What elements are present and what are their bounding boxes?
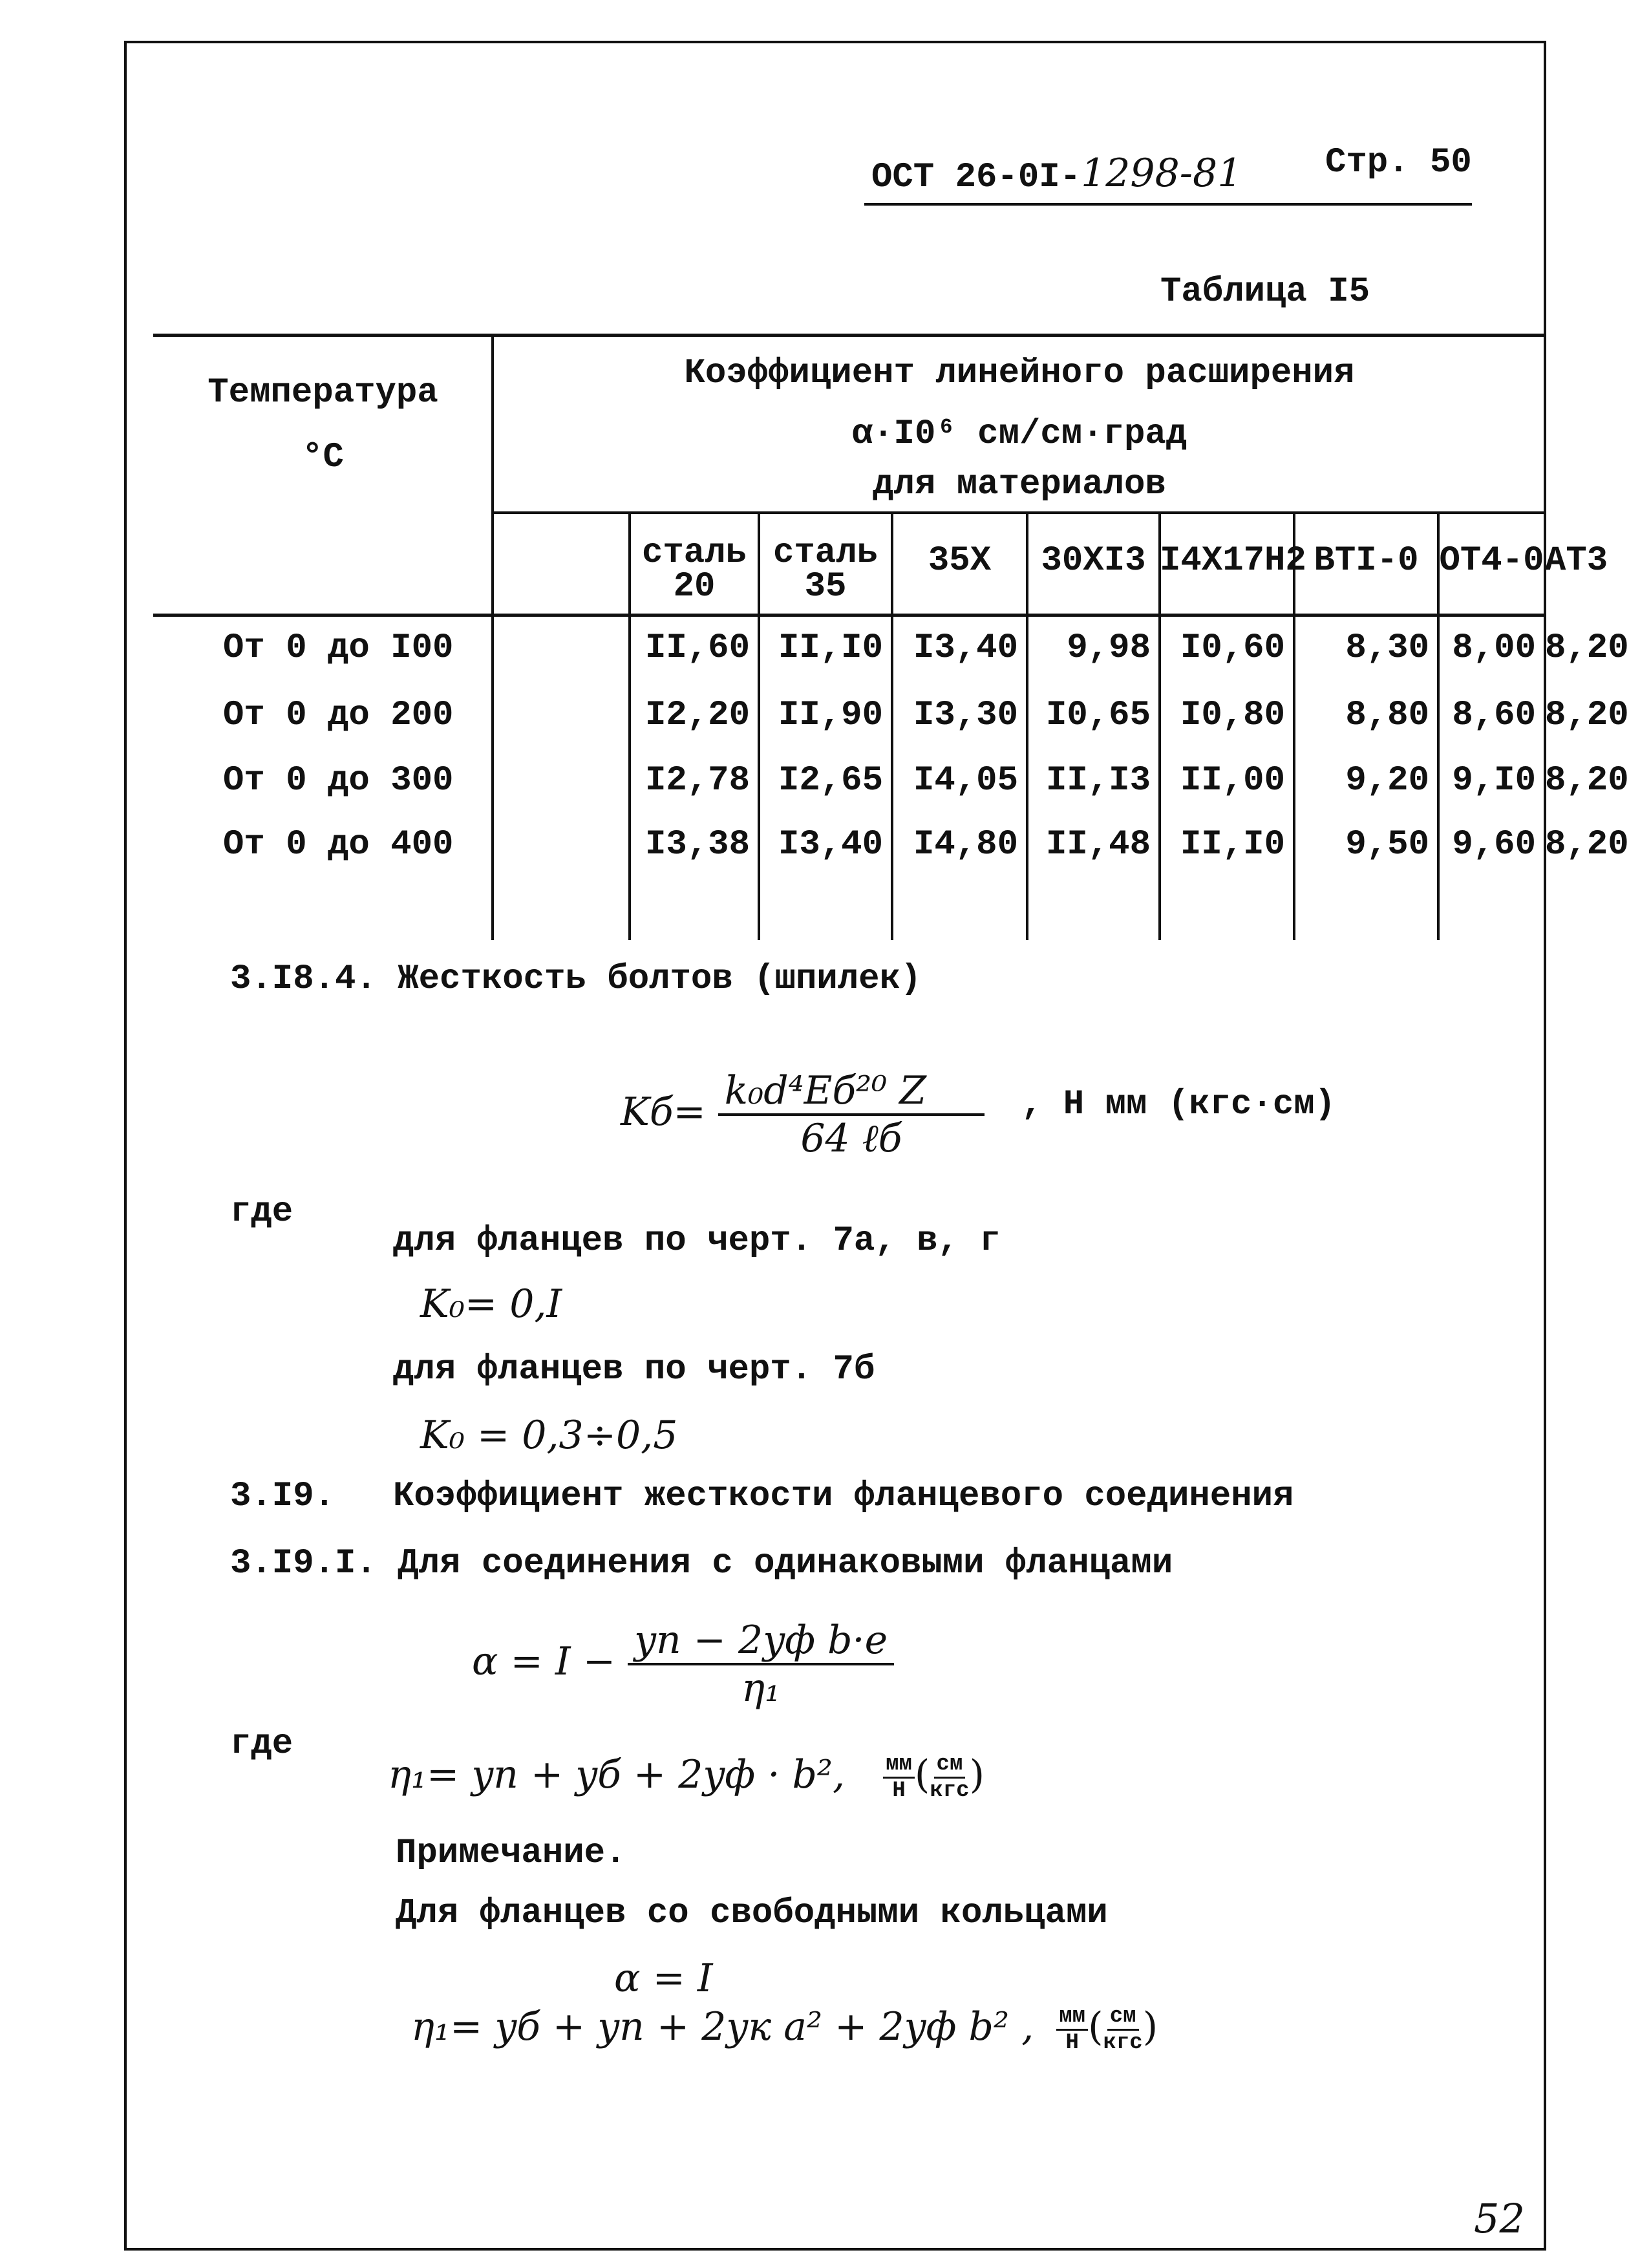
- page-label: Стр. 50: [1325, 143, 1472, 182]
- k0-value-2: K₀ = 0,3÷0,5: [420, 1413, 678, 1458]
- table-cell: I3,30: [913, 696, 1018, 735]
- table-cell: 8,20: [1545, 696, 1629, 735]
- section-3-19-number: 3.I9.: [230, 1477, 335, 1516]
- note-text: Для фланцев со свободными кольцами: [396, 1894, 1108, 1933]
- temp-unit: °C: [302, 438, 344, 477]
- table-cell: II,60: [644, 628, 750, 668]
- table-top-rule: [153, 334, 1546, 337]
- column-header: ОТ4-0: [1439, 541, 1544, 581]
- column-header: сталь: [641, 533, 747, 573]
- doc-code: ОСТ 26-0I-1298-81: [871, 151, 1242, 197]
- eta2-expression: η₁= yб + yп + 2yк a² + 2yф b² ,: [411, 2004, 1034, 2049]
- row-temperature: От 0 до 300: [223, 761, 454, 800]
- section-3-18-4: 3.I8.4. Жесткость болтов (шпилек): [230, 959, 922, 999]
- formula-denominator: 64 ℓб: [800, 1116, 902, 1162]
- doc-number-handwritten: 1298-81: [1081, 151, 1242, 196]
- table-cell: I2,65: [778, 761, 883, 800]
- table-cell: I0,65: [1045, 696, 1151, 735]
- formula-lhs: Kб=: [621, 1089, 706, 1135]
- k0-value-1: K₀= 0,I: [420, 1281, 562, 1327]
- unit-alt-numerator: см: [1107, 2004, 1139, 2031]
- table-cell: I3,38: [644, 825, 750, 864]
- table-cell: II,00: [1180, 761, 1285, 800]
- table-cell: I2,78: [644, 761, 750, 800]
- column-header: 35: [804, 567, 847, 606]
- table-cell: I3,40: [913, 628, 1018, 668]
- formula-numerator: k₀d⁴Eб²⁰ Z: [718, 1068, 985, 1116]
- row-temperature: От 0 до 200: [223, 696, 454, 735]
- table-cell: 8,80: [1345, 696, 1429, 735]
- alpha-lhs: α = I −: [472, 1639, 615, 1684]
- table-cell: 8,60: [1452, 696, 1536, 735]
- unit-alt-denominator: кгс: [1103, 2030, 1143, 2055]
- where-label-1: где: [230, 1192, 293, 1232]
- alpha-denominator: η₁: [741, 1665, 781, 1711]
- table-cell: 8,20: [1545, 761, 1629, 800]
- column-header: 20: [673, 567, 716, 606]
- table-cell: I2,20: [644, 696, 750, 735]
- unit-numerator: мм: [1056, 2004, 1088, 2031]
- column-header: 30ХI3: [1041, 541, 1146, 581]
- row-temperature: От 0 до I00: [223, 628, 454, 668]
- eta1-expression: η₁= yп + yб + 2yф · b²,: [388, 1752, 846, 1797]
- table-cell: I0,80: [1180, 696, 1285, 735]
- table-cell: II,I3: [1045, 761, 1151, 800]
- table-cell: II,I0: [778, 628, 883, 668]
- temp-header: Температура: [208, 373, 438, 412]
- table-cell: 9,60: [1452, 825, 1536, 864]
- table-caption: Таблица I5: [1160, 272, 1370, 312]
- group-header-units: α·I0⁶ см/см·град: [851, 414, 1187, 454]
- column-header: АТ3: [1545, 541, 1608, 581]
- table-cell: 8,30: [1345, 628, 1429, 668]
- column-header: сталь: [772, 533, 878, 573]
- eta2-formula: η₁= yб + yп + 2yк a² + 2yф b² , $\frac{мм}{Н}$ ( $\frac{см}{\text{кгс}}$ ): [411, 2004, 1158, 2055]
- column-header: ВТI-0: [1314, 541, 1419, 581]
- bolt-stiffness-formula: [621, 1054, 985, 1170]
- unit-alt-denominator: кгс: [930, 1778, 970, 1803]
- table-cell: II,90: [778, 696, 883, 735]
- table-cell: I3,40: [778, 825, 883, 864]
- case-2-text: для фланцев по черт. 7б: [393, 1350, 875, 1389]
- table-cell: II,48: [1045, 825, 1151, 864]
- column-header: I4Х17Н2: [1160, 541, 1306, 581]
- column-header: 35Х: [928, 541, 992, 581]
- group-header-materials: для материалов: [873, 465, 1166, 504]
- case-1-text: для фланцев по черт. 7а, в, г: [393, 1221, 1001, 1261]
- table-cell: 9,50: [1345, 825, 1429, 864]
- alpha-equals-one: α = I: [614, 1956, 713, 2001]
- unit-denominator: Н: [892, 1778, 906, 1803]
- section-3-19-title: Коэффициент жесткости фланцевого соединения: [393, 1477, 1294, 1516]
- alpha-formula: [472, 1610, 894, 1713]
- note-heading: Примечание.: [396, 1834, 626, 1873]
- unit-numerator: мм: [883, 1752, 915, 1779]
- table-cell: 9,98: [1067, 628, 1151, 668]
- table-cell: 8,00: [1452, 628, 1536, 668]
- table-cell: II,I0: [1180, 825, 1285, 864]
- where-label-2: где: [230, 1724, 293, 1764]
- bolt-stiffness-units: , Н мм (кгс·см): [1021, 1085, 1336, 1124]
- table-cell: I4,80: [913, 825, 1018, 864]
- unit-alt-numerator: см: [934, 1752, 966, 1779]
- group-header-title: Коэффициент линейного расширения: [684, 354, 1355, 393]
- table-cell: 8,20: [1545, 825, 1629, 864]
- header-underline: [864, 203, 1472, 206]
- section-3-19-1: 3.I9.I. Для соединения с одинаковыми фланцами: [230, 1544, 1173, 1583]
- table-cell: 9,20: [1345, 761, 1429, 800]
- table-cell: 8,20: [1545, 628, 1629, 668]
- page-number: 52: [1474, 2195, 1525, 2242]
- table-cell: I4,05: [913, 761, 1018, 800]
- unit-denominator: Н: [1065, 2030, 1079, 2055]
- table-cell: I0,60: [1180, 628, 1285, 668]
- row-temperature: От 0 до 400: [223, 825, 454, 864]
- table-mid-rule: [493, 511, 1546, 514]
- table-header-rule: [153, 614, 1546, 617]
- alpha-numerator: yп − 2yф b·e: [628, 1618, 894, 1665]
- eta1-formula: η₁= yп + yб + 2yф · b², $\frac{мм}{Н}$ ( $\frac{см}{\text{кгс}}$ ): [388, 1751, 985, 1803]
- table-cell: 9,I0: [1452, 761, 1536, 800]
